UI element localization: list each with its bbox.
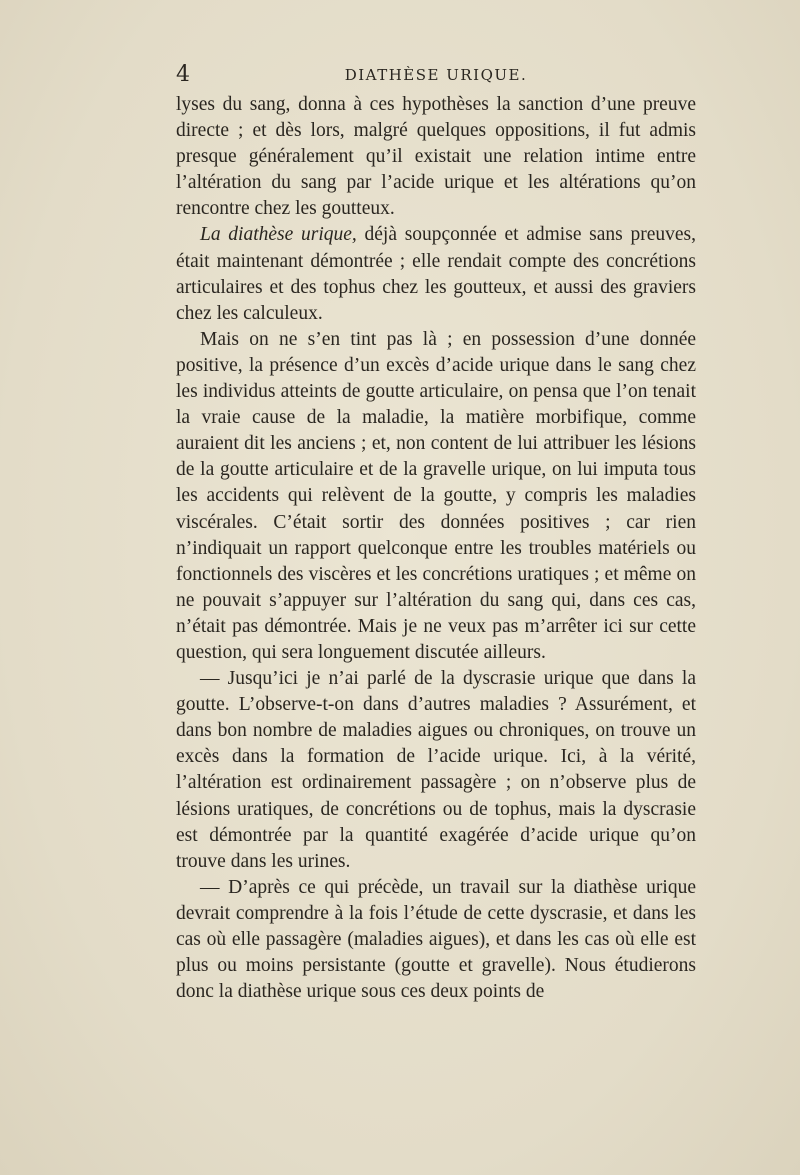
paragraph: Mais on ne s’en tint pas là ; en possession d’une donnée positive, la présence d’un excès d’acide urique dans le sang chez les individus atteints de goutte articulaire, on pensa que l’on tenait la vraie cause de la maladie, la matière morbifique, comme auraient dit les anciens ; et, non content de lui attribuer les lésions de la goutte articulaire et de la gravelle urique, on lui imputa tous les accidents qui relèvent de la goutte, y compris les maladies viscérales. C’était sortir des données positives ; car rien n’indiquait un rapport quelconque entre les troubles matériels ou fonctionnels des viscères et les concrétions uratiques ; et même on ne pouvait s’appuyer sur l’altération du sang qui, dans ces cas, n’était pas démontrée. Mais je ne veux pas m’arrêter ici sur cette question, qui sera longuement discutée ailleurs.: [176, 328, 696, 663]
running-title: DIATHÈSE URIQUE.: [344, 66, 528, 84]
paragraph: — Jusqu’ici je n’ai parlé de la dyscrasie urique que dans la goutte. L’observe-t-on dans d’autres maladies ? Assurément, et dans bon nombre de maladies aigues ou chroniques, on trouve un excès dans la formation de l’acide urique. Ici, à la vérité, l’altération est ordinairement passagère ; on n’observe plus de lésions uratiques, de concrétions ou de tophus, mais la dyscrasie est démontrée par la quantité exagérée d’acide urique qu’on trouve dans les urines.: [176, 668, 696, 872]
paragraph: — D’après ce qui précède, un travail sur la diathèse urique devrait comprendre à la fois l’étude de cette dyscrasie, et dans les cas où elle passagère (maladies aigues), et dans les cas où elle est plus ou moins persistante (goutte et gravelle). Nous étudierons donc la diathèse urique sous ces deux points de: [176, 876, 696, 1003]
paragraph: lyses du sang, donna à ces hypothèses la sanction d’une preuve directe ; et dès lors, malgré quelques oppositions, il fut admis presque généralement qu’il existait une relation intime entre l’altération du sang par l’acide urique et les altérations qu’on rencontre chez les goutteux.: [176, 94, 696, 220]
paragraph: [176, 222, 696, 326]
body-text: [176, 92, 696, 1005]
paragraph-text: déjà soupçonnée et admise sans preuves, était maintenant démontrée ; elle rendait compte des concrétions articulaires et des tophus chez les goutteux, et aussi des graviers chez les calculeux.: [176, 224, 696, 324]
page-number: 4: [176, 62, 190, 87]
italic-term: La diathèse urique,: [200, 224, 357, 246]
page-header: [176, 62, 696, 88]
